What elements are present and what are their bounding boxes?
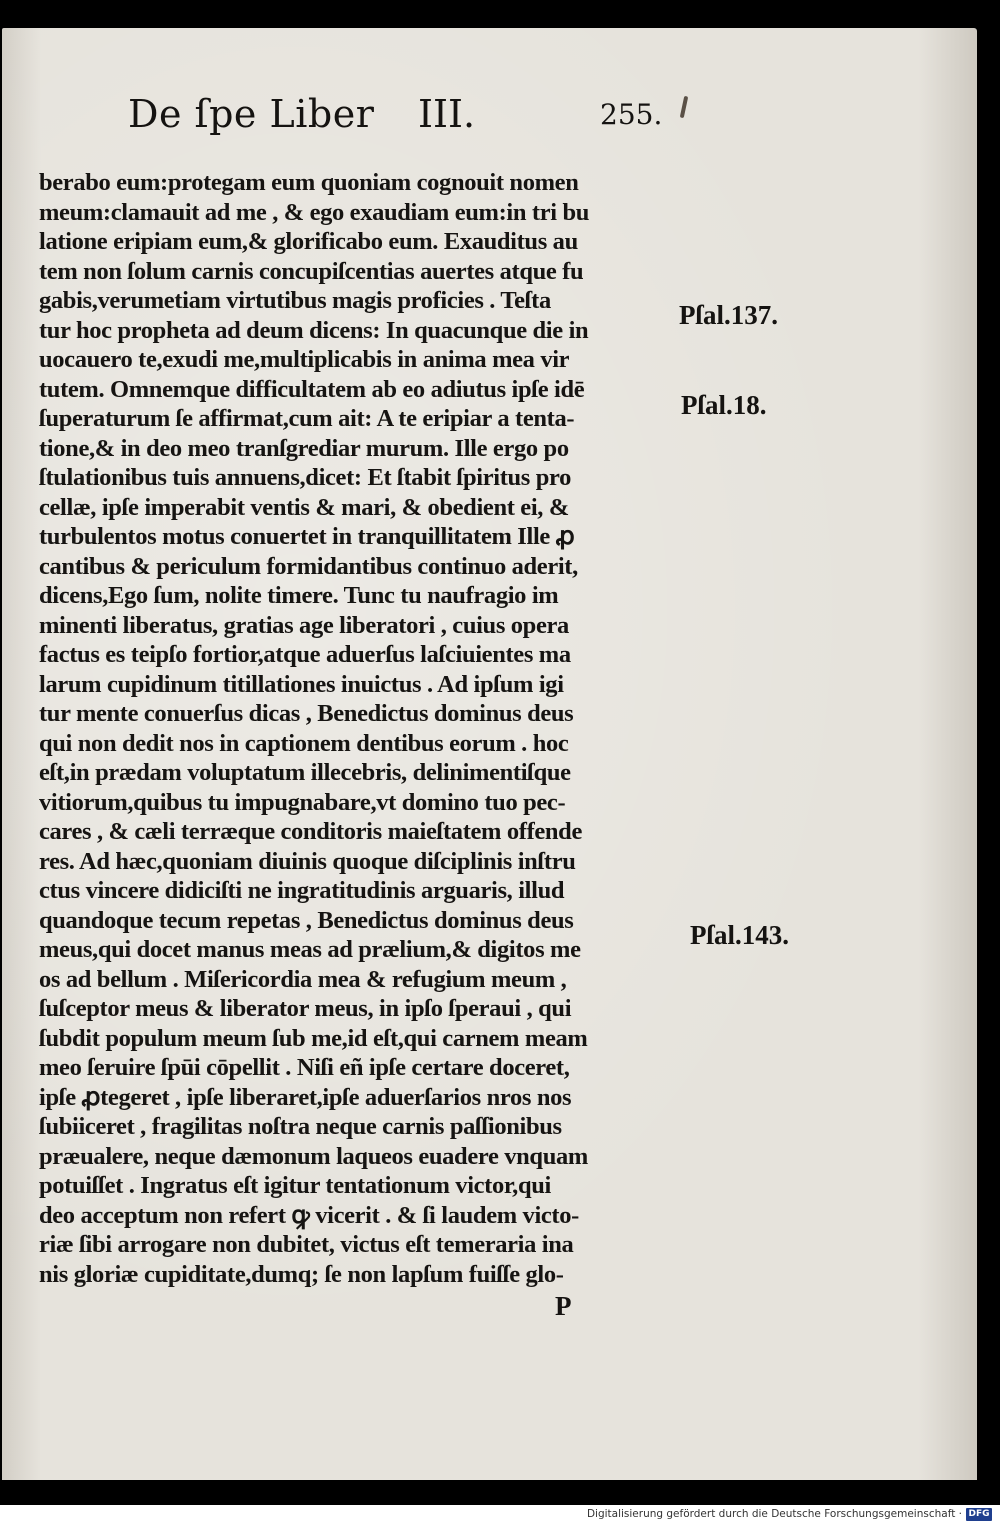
folio-number: 255.	[600, 98, 663, 131]
text-line: præualere, neque dæmonum laqueos euadere vnquam	[39, 1142, 588, 1170]
text-line: factus es teipſo fortior,atque aduerſus laſciuientes ma	[39, 641, 571, 668]
text-line: meo ſeruire ſpūi cōpellit . Niſi eñ ipſe certare doceret,	[39, 1054, 570, 1081]
running-head-book: III.	[418, 92, 476, 136]
text-line: potuiſſet . Ingratus eſt igitur tentationum victor,qui	[39, 1172, 551, 1199]
text-line: ſubiiceret , fragilitas noſtra neque carnis paſſionibus	[39, 1113, 562, 1140]
text-line: larum cupidinum titillationes inuictus . Ad ipſum igi	[39, 670, 564, 698]
text-line: minenti liberatus, gratias age liberatori , cuius opera	[39, 611, 569, 639]
text-line: ſtulationibus tuis annuens,dicet: Et ſtabit ſpiritus pro	[39, 464, 571, 491]
body-text	[39, 168, 679, 1289]
text-line: deo acceptum non refert ꝙ vicerit . & ſi laudem victo-	[39, 1201, 579, 1229]
book-page	[2, 28, 977, 1480]
text-line: latione eripiam eum,& glorificabo eum. Exauditus au	[39, 228, 578, 255]
text-line: gabis,verumetiam virtutibus magis proficies . Teſta	[39, 287, 551, 314]
dfg-logo: DFG	[966, 1508, 992, 1521]
text-line: riæ ſibi arrogare non dubitet, victus eſt temeraria ina	[39, 1231, 574, 1258]
text-line: tutem. Omnemque difficultatem ab eo adiutus ipſe idē	[39, 375, 585, 403]
text-line: berabo eum:protegam eum quoniam cognouit nomen	[39, 169, 579, 196]
text-line: eſt,in prædam voluptatum illecebris, delinimentiſque	[39, 759, 571, 786]
text-line: tur hoc propheta ad deum dicens: In quacunque die in	[39, 316, 589, 344]
text-line: cellæ, ipſe imperabit ventis & mari, & obedient ei, &	[39, 493, 569, 521]
text-line: uocauero te,exudi me,multiplicabis in anima mea vir	[39, 346, 570, 373]
text-line: ſubdit populum meum ſub me,id eſt,qui carnem meam	[39, 1024, 588, 1052]
text-line: nis gloriæ cupiditate,dumq; ſe non lapſum fuiſſe glo-	[39, 1260, 564, 1288]
text-line: ipſe ꝓtegeret , ipſe liberaret,ipſe aduerſarios nros nos	[39, 1083, 572, 1111]
text-line: quandoque tecum repetas , Benedictus dominus deus	[39, 906, 574, 934]
text-line: res. Ad hæc,quoniam diuinis quoque diſciplinis inſtru	[39, 847, 576, 875]
signature-mark: P	[555, 1291, 572, 1321]
text-line: ſuſceptor meus & liberator meus, in ipſo ſperaui , qui	[39, 995, 572, 1022]
text-line: vitiorum,quibus tu impugnabare,vt domino tuo pec-	[39, 788, 566, 816]
text-line: tem non ſolum carnis concupiſcentias auertes atque fu	[39, 257, 584, 285]
footer-credit: Digitalisierung gefördert durch die Deutsche Forschungsgemeinschaft ·	[586, 1508, 962, 1520]
text-line: cantibus & periculum formidantibus continuo aderit,	[39, 552, 578, 580]
text-line: tur mente conuerſus dicas , Benedictus dominus deus	[39, 700, 574, 727]
margin-note-psalm-143: Pſal.143.	[690, 920, 789, 950]
running-head	[128, 92, 688, 140]
text-line: meum:clamauit ad me , & ego exaudiam eum:in tri bu	[39, 198, 590, 226]
text-line: turbulentos motus conuertet in tranquillitatem Ille ꝓ	[39, 523, 575, 550]
margin-note-psalm-18: Pſal.18.	[681, 390, 767, 420]
footer-bar	[0, 1505, 1000, 1524]
text-line: cares , & cæli terræque conditoris maieſtatem offende	[39, 818, 582, 845]
text-line: qui non dedit nos in captionem dentibus eorum . hoc	[39, 729, 569, 757]
text-line: ſuperaturum ſe affirmat,cum ait: A te eripiar a tenta-	[39, 405, 575, 432]
text-line: dicens,Ego ſum, nolite timere. Tunc tu naufragio im	[39, 582, 559, 609]
running-head-title: De ſpe Liber	[128, 92, 375, 136]
text-line: os ad bellum . Miſericordia mea & refugium meum ,	[39, 965, 567, 993]
text-line: ctus vincere didiciſti ne ingratitudinis arguaris, illud	[39, 877, 565, 904]
text-line: meus,qui docet manus meas ad prælium,& digitos me	[39, 936, 581, 963]
margin-note-psalm-137: Pſal.137.	[679, 300, 778, 330]
text-line: tione,& in deo meo tranſgrediar murum. Ille ergo po	[39, 434, 569, 462]
